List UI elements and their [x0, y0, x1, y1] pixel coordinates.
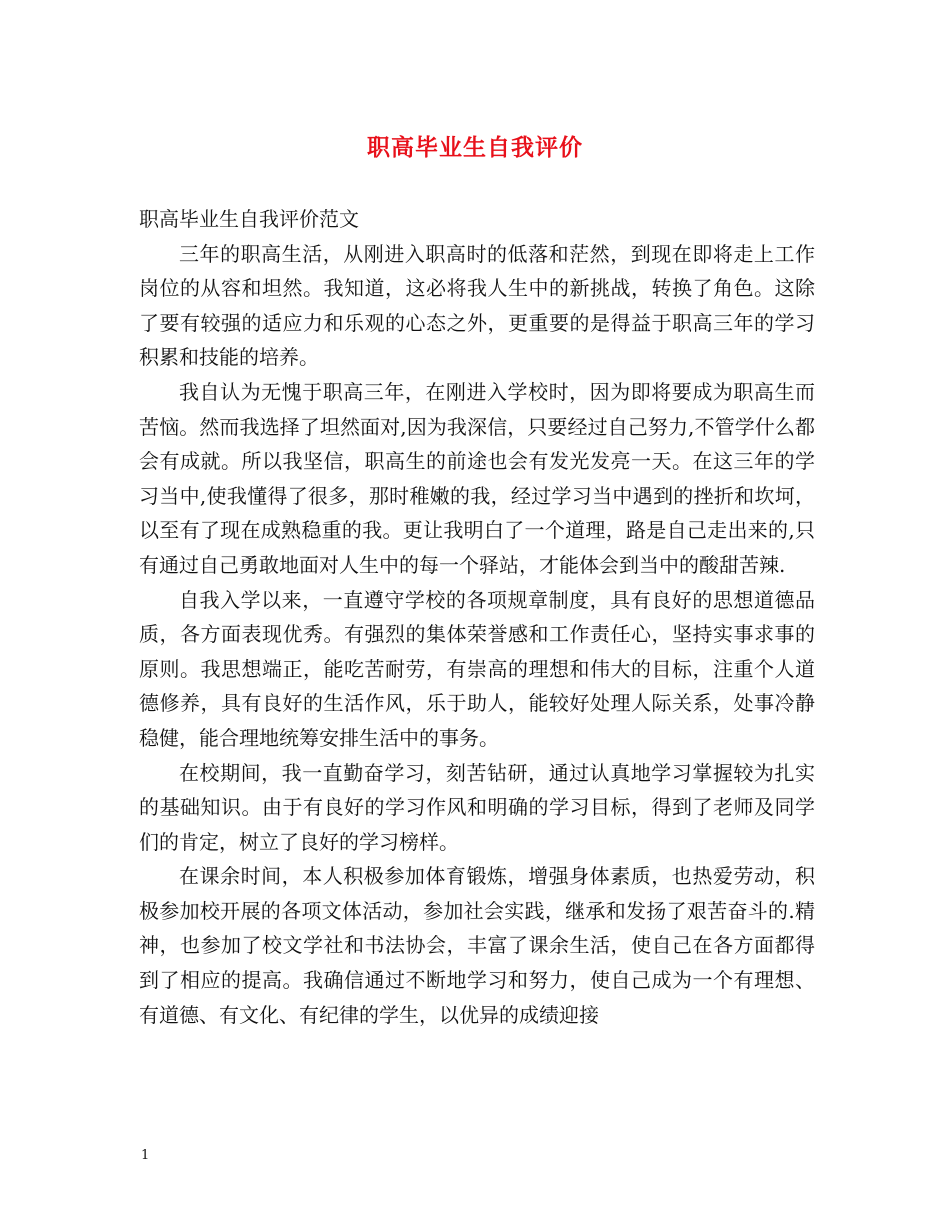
document-body [139, 202, 815, 1032]
page-number: 1 [141, 1148, 150, 1163]
paragraph: 在课余时间，本人积极参加体育锻炼，增强身体素质，也热爱劳动，积极参加校开展的各项文体活动，参加社会实践，继承和发扬了艰苦奋斗的.精神，也参加了校文学社和书法协会，丰富了课余生活，使自己在各方面都得到了相应的提高。我确信通过不断地学习和努力，使自己成为一个有理想、有道德、有文化、有纪律的学生，以优异的成绩迎接 [139, 864, 815, 1027]
document-title: 职高毕业生自我评价 [367, 134, 583, 161]
paragraph: 三年的职高生活，从刚进入职高时的低落和茫然，到现在即将走上工作岗位的从容和坦然。我知道，这必将我人生中的新挑战，转换了角色。这除了要有较强的适应力和乐观的心态之外，更重要的是得益于职高三年的学习积累和技能的培养。 [139, 241, 815, 370]
paragraph: 在校期间，我一直勤奋学习，刻苦钻研，通过认真地学习掌握较为扎实的基础知识。由于有良好的学习作风和明确的学习目标，得到了老师及同学们的肯定，树立了良好的学习榜样。 [139, 760, 815, 854]
document-subtitle: 职高毕业生自我评价范文 [139, 207, 359, 231]
paragraph: 我自认为无愧于职高三年，在刚进入学校时，因为即将要成为职高生而苦恼。然而我选择了坦然面对,因为我深信，只要经过自己努力,不管学什么都会有成就。所以我坚信，职高生的前途也会有发光发亮一天。在这三年的学习当中,使我懂得了很多，那时稚嫩的我，经过学习当中遇到的挫折和坎坷，以至有了现在成熟稳重的我。更让我明白了一个道理，路是自己走出来的,只有通过自己勇敢地面对人生中的每一个驿站，才能体会到当中的酸甜苦辣. [139, 379, 815, 577]
paragraph: 自我入学以来，一直遵守学校的各项规章制度，具有良好的思想道德品质，各方面表现优秀。有强烈的集体荣誉感和工作责任心，坚持实事求事的原则。我思想端正，能吃苦耐劳，有崇高的理想和伟大的目标，注重个人道德修养，具有良好的生活作风，乐于助人，能较好处理人际关系，处事冷静稳健，能合理地统筹安排生活中的事务。 [139, 587, 815, 750]
